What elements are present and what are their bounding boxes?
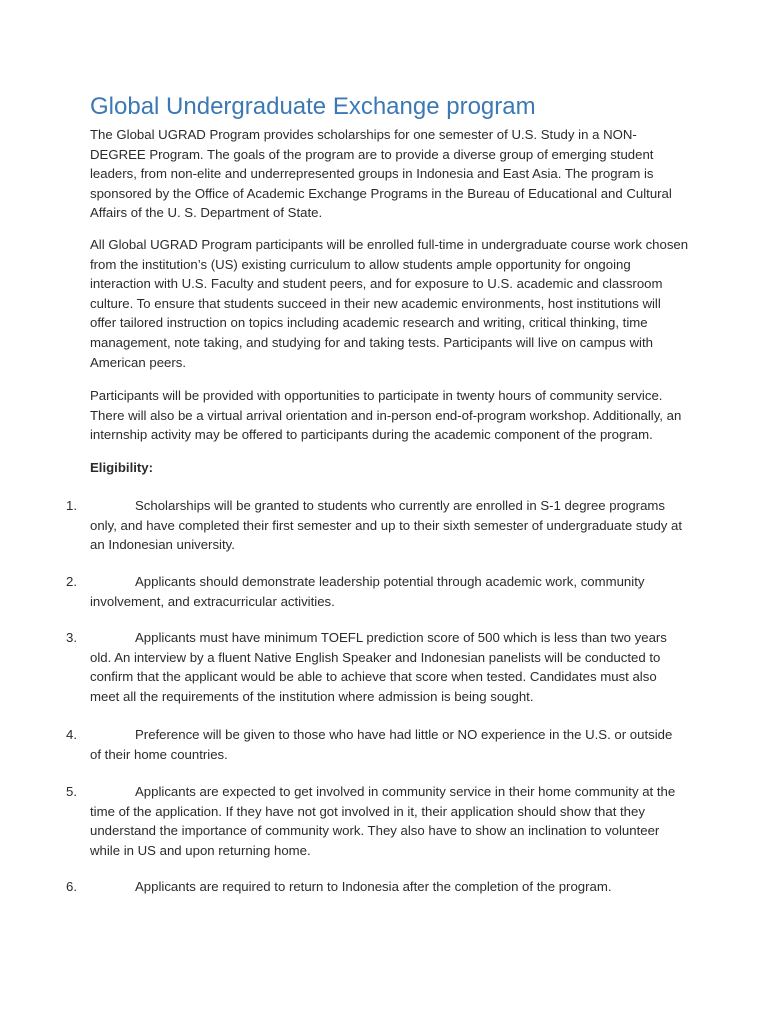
list-item-text: Applicants should demonstrate leadership potential through academic work, community involvement, and extracurricular activities.	[90, 574, 645, 609]
eligibility-heading: Eligibility:	[90, 460, 154, 475]
list-item-text: Applicants are required to return to Indonesia after the completion of the program.	[135, 879, 612, 894]
document-title: Global Undergraduate Exchange program	[90, 93, 536, 120]
list-item-number: 6.	[66, 879, 77, 894]
list-item-number: 5.	[66, 784, 77, 799]
list-item-text: Applicants are expected to get involved in community service in their home community at the time of the application. If they have not got involved in it, their application should show that they understand the importance of community work. They also have to show an inclination to volunteer while in US and upon returning home.	[90, 784, 676, 858]
list-item-text: Scholarships will be granted to students who currently are enrolled in S-1 degree programs only, and have completed their first semester and up to their sixth semester of undergraduate study at an Indonesian university.	[90, 498, 683, 553]
community-service-paragraph: Participants will be provided with opportunities to participate in twenty hours of community service. There will also be a virtual arrival orientation and in-person end-of-program workshop. Additionally, an internship activity may be offered to participants during the academic component of the program.	[90, 388, 682, 443]
intro-paragraph: The Global UGRAD Program provides scholarships for one semester of U.S. Study in a NON-DEGREE Program. The goals of the program are to provide a diverse group of emerging student leaders, from non-elite and underrepresented groups in Indonesia and East Asia. The program is sponsored by the Office of Academic Exchange Programs in the Bureau of Educational and Cultural Affairs of the U. S. Department of State.	[90, 127, 672, 221]
list-item-number: 3.	[66, 630, 77, 645]
list-item-number: 2.	[66, 574, 77, 589]
list-item-number: 1.	[66, 498, 77, 513]
curriculum-paragraph: All Global UGRAD Program participants will be enrolled full-time in undergraduate course work chosen from the institution’s (US) existing curriculum to allow students ample opportunity for ongoing interaction with U.S. Faculty and student peers, and for exposure to U.S. academic and classroom culture. To ensure that students succeed in their new academic environments, host institutions will offer tailored instruction on topics including academic research and writing, critical thinking, time management, note taking, and studying for and taking tests. Participants will live on campus with American peers.	[90, 237, 689, 370]
list-item-number: 4.	[66, 727, 77, 742]
list-item-text: Applicants must have minimum TOEFL prediction score of 500 which is less than two years old. An interview by a fluent Native English Speaker and Indonesian panelists will be conducted to confirm that the applicant would be able to achieve that score when tested. Candidates must also meet all the requirements of the institution where admission is being sought.	[90, 630, 667, 704]
list-item-text: Preference will be given to those who have had little or NO experience in the U.S. or outside of their home countries.	[90, 727, 673, 762]
